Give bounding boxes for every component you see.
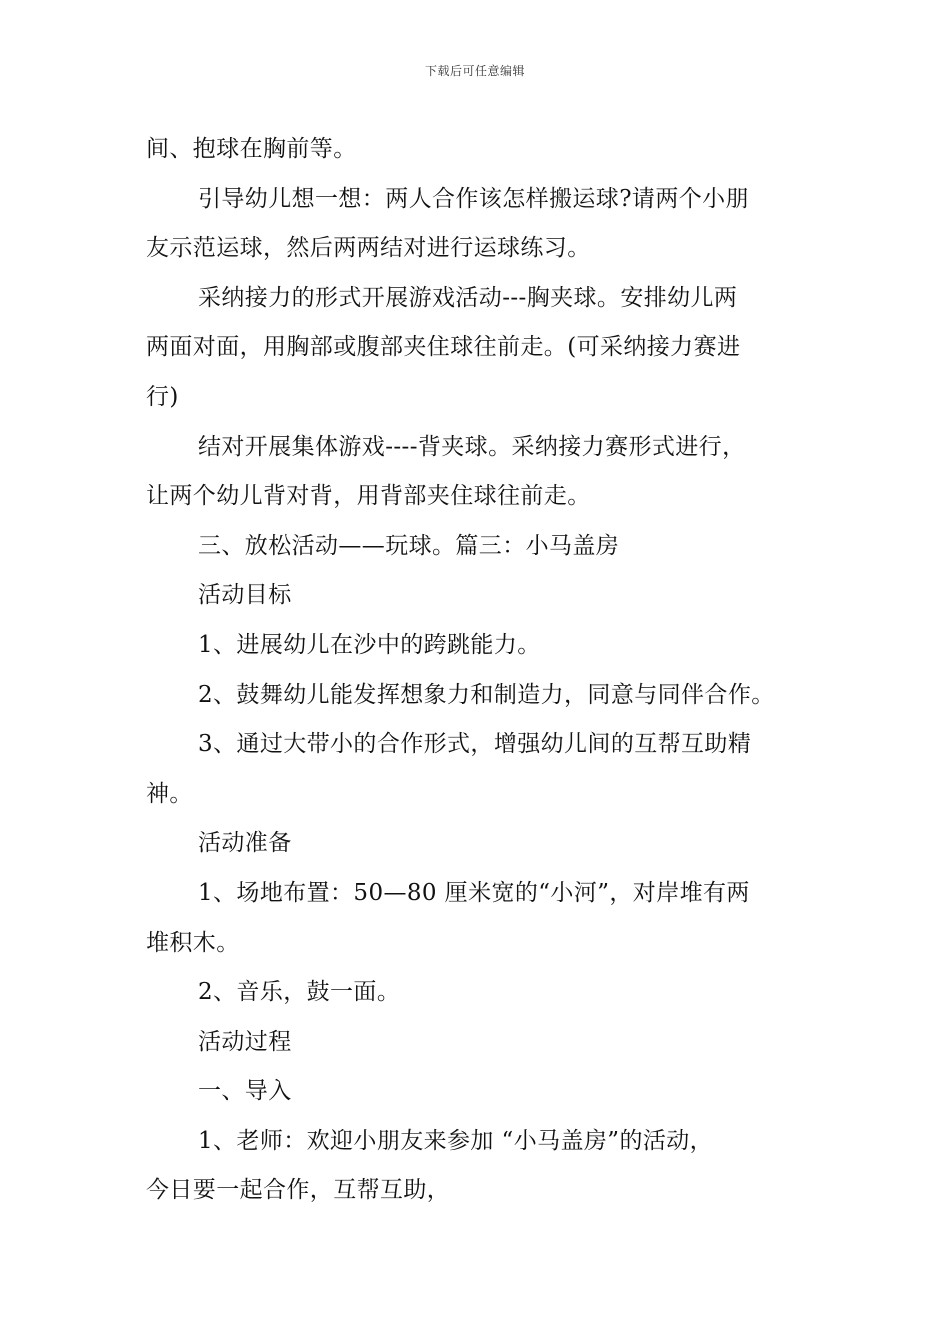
- list-item: 1、进展幼儿在沙中的跨跳能力。: [198, 631, 541, 658]
- list-item: 3、通过大带小的合作形式，增强幼儿间的互帮互助精: [198, 731, 752, 758]
- list-item: 2、音乐，鼓一面。: [198, 979, 401, 1006]
- list-item: 1、老师：欢迎小朋友来参加 “小马盖房”的活动，: [198, 1127, 714, 1154]
- text-line: 采纳接力的形式开展游戏活动---胸夹球。安排幼儿两: [198, 284, 738, 311]
- section-heading: 活动准备: [198, 830, 292, 857]
- document-body: [146, 125, 832, 1216]
- text-line: 两面对面，用胸部或腹部夹住球往前走。(可采纳接力赛进: [146, 334, 741, 361]
- section-heading: 一、导入: [198, 1078, 292, 1105]
- text-line: 结对开展集体游戏----背夹球。采纳接力赛形式进行，: [198, 433, 746, 460]
- text-line: 友示范运球，然后两两结对进行运球练习。: [146, 235, 591, 262]
- text-line: 引导幼儿想一想：两人合作该怎样搬运球?请两个小朋: [198, 185, 749, 212]
- list-item: 2、鼓舞幼儿能发挥想象力和制造力，同意与同伴合作。: [198, 681, 775, 708]
- text-line: 今日要一起合作，互帮互助，: [146, 1177, 451, 1204]
- section-heading: 活动目标: [198, 582, 292, 609]
- text-line: 让两个幼儿背对背，用背部夹住球往前走。: [146, 483, 591, 510]
- text-line: 堆积木。: [146, 929, 240, 956]
- page-header: 下载后可任意编辑: [424, 64, 525, 78]
- text-line: 三、放松活动——玩球。篇三：小马盖房: [198, 532, 620, 559]
- text-line: 间、抱球在胸前等。: [146, 136, 357, 162]
- list-item: 1、场地布置：50—80 厘米宽的“小河”，对岸堆有两: [198, 879, 750, 906]
- text-line: 神。: [146, 780, 193, 807]
- text-line: 行): [146, 383, 179, 410]
- section-heading: 活动过程: [198, 1028, 292, 1055]
